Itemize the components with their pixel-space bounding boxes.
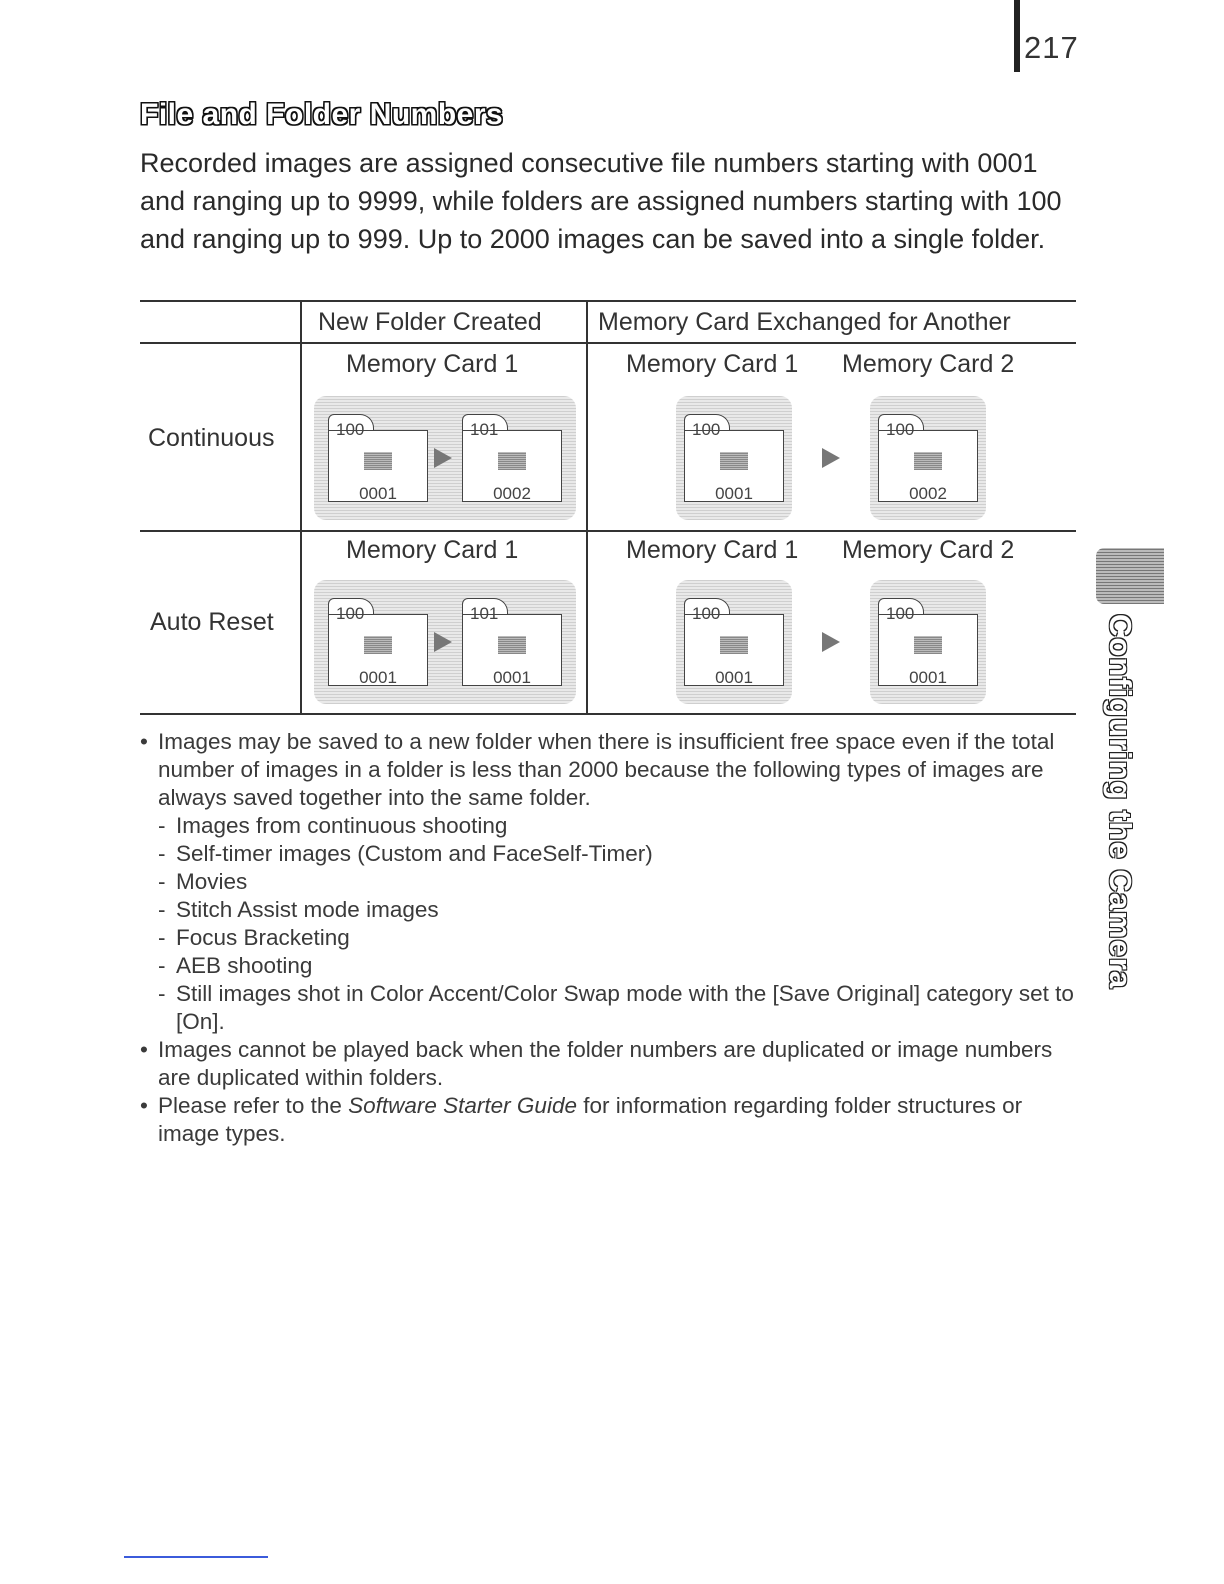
intro-paragraph: Recorded images are assigned consecutive file numbers starting with 0001 and ranging up to 9999, while folders are assigned numbers starting with 100 and ranging up to 999. Up to 2000 images can be saved into a single folder.: [140, 148, 1062, 254]
arrow-right-icon: [822, 632, 840, 652]
row-label-auto-reset: Auto Reset: [150, 608, 274, 636]
card2-label: Memory Card 2: [842, 536, 1015, 564]
note-subitem: - Self-timer images (Custom and FaceSelf-Timer): [140, 840, 1080, 868]
note-subitem: - Movies: [140, 868, 1080, 896]
note-bullet: • Images cannot be played back when the folder numbers are duplicated or image numbers are duplicated within folders.: [140, 1036, 1080, 1092]
folder-icon: 101 0001: [462, 598, 562, 686]
image-icon: [720, 636, 748, 654]
image-icon: [364, 636, 392, 654]
note-bullet: • Images may be saved to a new folder when there is insufficient free space even if the total number of images in a folder is less than 2000 because the following types of images are always saved together into the same folder.: [140, 728, 1080, 812]
note-subitem: - Stitch Assist mode images: [140, 896, 1080, 924]
chapter-tab-marker: [1096, 548, 1164, 604]
folder-icon: 100 0001: [684, 598, 784, 686]
folder-numbering-table: [140, 300, 1076, 714]
image-icon: [914, 452, 942, 470]
arrow-right-icon: [434, 448, 452, 468]
footer-link-underline: [124, 1556, 268, 1558]
arrow-right-icon: [822, 448, 840, 468]
table-rule-top: [140, 300, 1076, 302]
card1-label: Memory Card 1: [346, 350, 519, 378]
image-icon: [914, 636, 942, 654]
table-rule-bottom: [140, 713, 1076, 715]
header-memory-card-exchanged: Memory Card Exchanged for Another: [598, 308, 1011, 336]
card1-label: Memory Card 1: [626, 536, 799, 564]
software-starter-guide-title: Software Starter Guide: [348, 1093, 577, 1118]
note-text: for information regarding folder structures or image types.: [158, 1093, 1023, 1146]
table-divider-1: [300, 300, 302, 714]
note-subitem: - Still images shot in Color Accent/Color Swap mode with the [Save Original] category set to [On].: [140, 980, 1080, 1036]
table-rule-header: [140, 342, 1076, 344]
table-divider-2: [586, 300, 588, 714]
folder-icon: 100 0001: [878, 598, 978, 686]
image-icon: [498, 636, 526, 654]
image-icon: [364, 452, 392, 470]
arrow-right-icon: [434, 632, 452, 652]
note-subitem: - Images from continuous shooting: [140, 812, 1080, 840]
page-number: 217: [1024, 30, 1079, 65]
card2-label: Memory Card 2: [842, 350, 1015, 378]
notes-list: [140, 728, 1080, 1148]
folder-icon: 100 0002: [878, 414, 978, 502]
chapter-side-tab: Configuring the Camera: [1103, 614, 1138, 990]
image-icon: [498, 452, 526, 470]
row-label-continuous: Continuous: [148, 424, 275, 452]
image-icon: [720, 452, 748, 470]
page-number-rule: [1014, 0, 1020, 72]
section-title: File and Folder Numbers: [140, 98, 504, 131]
note-subitem: - Focus Bracketing: [140, 924, 1080, 952]
note-bullet: [140, 1092, 1080, 1148]
note-text: Please refer to the: [158, 1093, 349, 1118]
folder-icon: 100 0001: [328, 598, 428, 686]
header-new-folder-created: New Folder Created: [318, 308, 542, 336]
note-subitem: - AEB shooting: [140, 952, 1080, 980]
folder-icon: 101 0002: [462, 414, 562, 502]
table-rule-middle: [140, 530, 1076, 532]
card1-label: Memory Card 1: [346, 536, 519, 564]
card1-label: Memory Card 1: [626, 350, 799, 378]
folder-icon: 100 0001: [684, 414, 784, 502]
folder-icon: 100 0001: [328, 414, 428, 502]
